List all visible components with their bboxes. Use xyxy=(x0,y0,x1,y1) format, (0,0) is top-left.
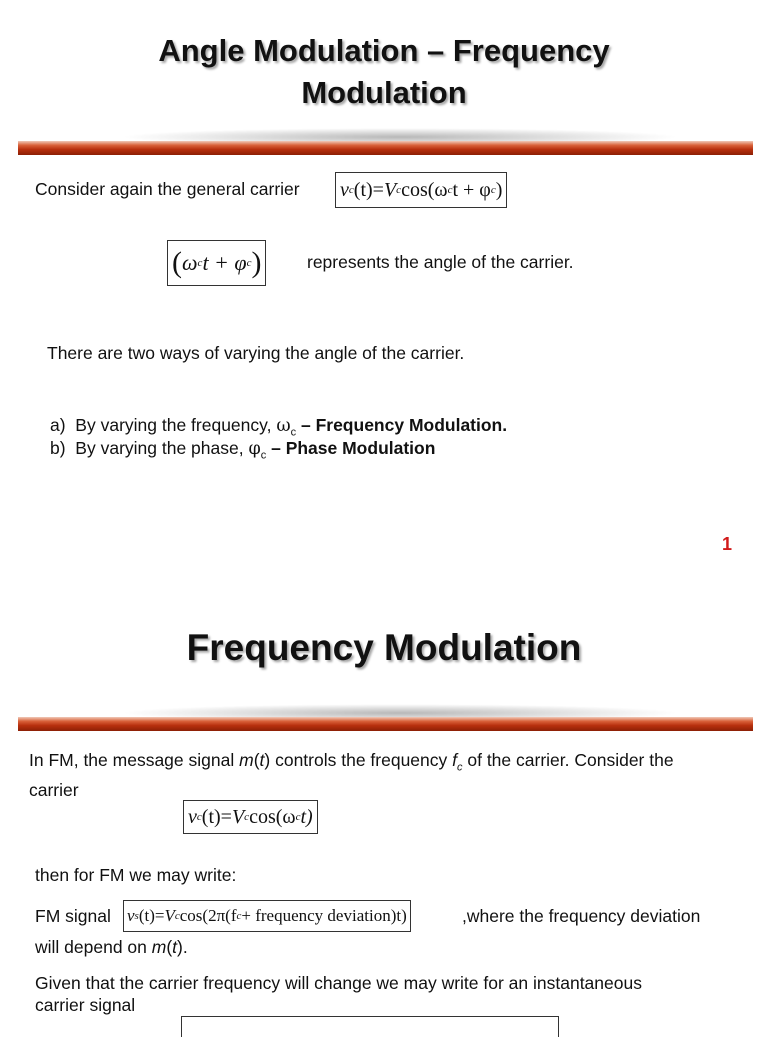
page-number: 1 xyxy=(722,534,733,554)
eq-term: V xyxy=(231,805,245,828)
text-run: ). xyxy=(177,937,188,957)
text-run: will depend on xyxy=(35,937,152,957)
carrier-equation-2 xyxy=(183,800,318,834)
eq-term: (t) xyxy=(201,805,221,828)
eq-term: v xyxy=(340,178,349,201)
title-divider-bar xyxy=(18,141,753,155)
instantaneous-equation-partial xyxy=(181,1016,559,1037)
list-marker: b) xyxy=(50,438,66,458)
list-text: By varying the frequency, xyxy=(75,415,277,435)
eq-term: v xyxy=(127,906,135,925)
eq-term: ) xyxy=(495,178,503,201)
eq-term: ω xyxy=(182,250,198,275)
intro-text: Consider again the general carrier xyxy=(35,179,300,199)
text-run: t xyxy=(172,937,178,957)
eq-term: v xyxy=(188,805,197,828)
list-dash: – xyxy=(266,438,286,458)
list-dash: – xyxy=(296,415,316,435)
eq-term: = xyxy=(372,178,384,201)
slide-1-title-line2: Modulation xyxy=(301,75,467,110)
text-run: In FM, the message signal xyxy=(29,750,240,770)
eq-term: (t) xyxy=(353,178,373,201)
text-run: carrier xyxy=(29,779,79,800)
text-run: t xyxy=(259,750,265,770)
eq-term: ) xyxy=(251,246,262,279)
symbol-sub: c xyxy=(260,449,267,462)
eq-sub: c xyxy=(396,184,402,196)
text-run: of the carrier. Consider the xyxy=(462,750,674,770)
phi-symbol: φ xyxy=(248,439,261,459)
eq-term: cos xyxy=(249,805,276,828)
eq-term: V xyxy=(164,906,175,925)
eq-sub: c xyxy=(236,910,242,922)
eq-sub: c xyxy=(447,184,453,196)
eq-term: (2π(f xyxy=(202,906,237,925)
text-run: ( xyxy=(253,750,260,770)
eq-term: cos xyxy=(401,178,428,201)
angle-equation xyxy=(167,240,266,286)
text-run: carrier signal xyxy=(35,995,136,1015)
fm-after-text: ,where the frequency deviation xyxy=(462,906,701,926)
omega-symbol: ω xyxy=(276,416,291,436)
slide-1-title xyxy=(0,30,768,114)
slide-2-title: Frequency Modulation xyxy=(186,627,582,668)
fm-intro-paragraph xyxy=(29,749,749,801)
eq-sub: c xyxy=(197,257,203,269)
text-run: m xyxy=(239,750,254,770)
text-sub: c xyxy=(457,761,463,774)
eq-sub: c xyxy=(490,184,496,196)
eq-term: = xyxy=(154,906,165,925)
list-marker: a) xyxy=(50,415,66,435)
text-run: m xyxy=(151,937,167,957)
fm-line2 xyxy=(35,936,188,958)
eq-sub: c xyxy=(295,811,301,823)
text-run: Given that the carrier frequency will change we may write for an instantaneous xyxy=(35,973,642,993)
eq-term: t + φ xyxy=(452,178,491,201)
ways-text: There are two ways of varying the angle of the carrier. xyxy=(47,343,465,363)
list-bold: Phase Modulation xyxy=(285,438,436,458)
then-text: then for FM we may write: xyxy=(35,865,237,885)
text-run: ) controls the frequency xyxy=(264,750,453,770)
eq-term: = xyxy=(220,805,232,828)
eq-sub: c xyxy=(246,257,252,269)
text-run: f xyxy=(452,750,457,770)
list-text: By varying the phase, xyxy=(75,438,249,458)
fm-signal-label: FM signal xyxy=(35,906,111,926)
text-run: ( xyxy=(166,937,173,957)
symbol-sub: c xyxy=(290,426,297,439)
eq-term: cos xyxy=(179,906,203,925)
eq-sub: c xyxy=(244,811,250,823)
fm-signal-equation xyxy=(123,900,411,932)
eq-term: (ω xyxy=(275,805,296,828)
title-divider-bar xyxy=(18,717,753,731)
slide-2 xyxy=(0,580,768,1024)
eq-term: V xyxy=(383,178,397,201)
list-bold: Frequency Modulation. xyxy=(315,415,508,435)
eq-term: (t) xyxy=(138,906,155,925)
given-paragraph xyxy=(35,972,755,1016)
eq-sub: c xyxy=(348,184,354,196)
eq-sub: c xyxy=(196,811,202,823)
eq-sub: c xyxy=(174,910,180,922)
carrier-equation xyxy=(335,172,507,208)
slide-1-title-line1: Angle Modulation – Frequency xyxy=(158,33,610,68)
angle-text: represents the angle of the carrier. xyxy=(307,252,574,272)
list-item-b xyxy=(50,437,435,467)
eq-term: (ω xyxy=(427,178,448,201)
eq-term: + frequency deviation)t) xyxy=(241,906,407,925)
eq-term: t + φ xyxy=(202,250,247,275)
eq-term: t) xyxy=(300,805,313,828)
eq-term: ( xyxy=(172,246,182,279)
eq-sub: s xyxy=(134,910,139,922)
